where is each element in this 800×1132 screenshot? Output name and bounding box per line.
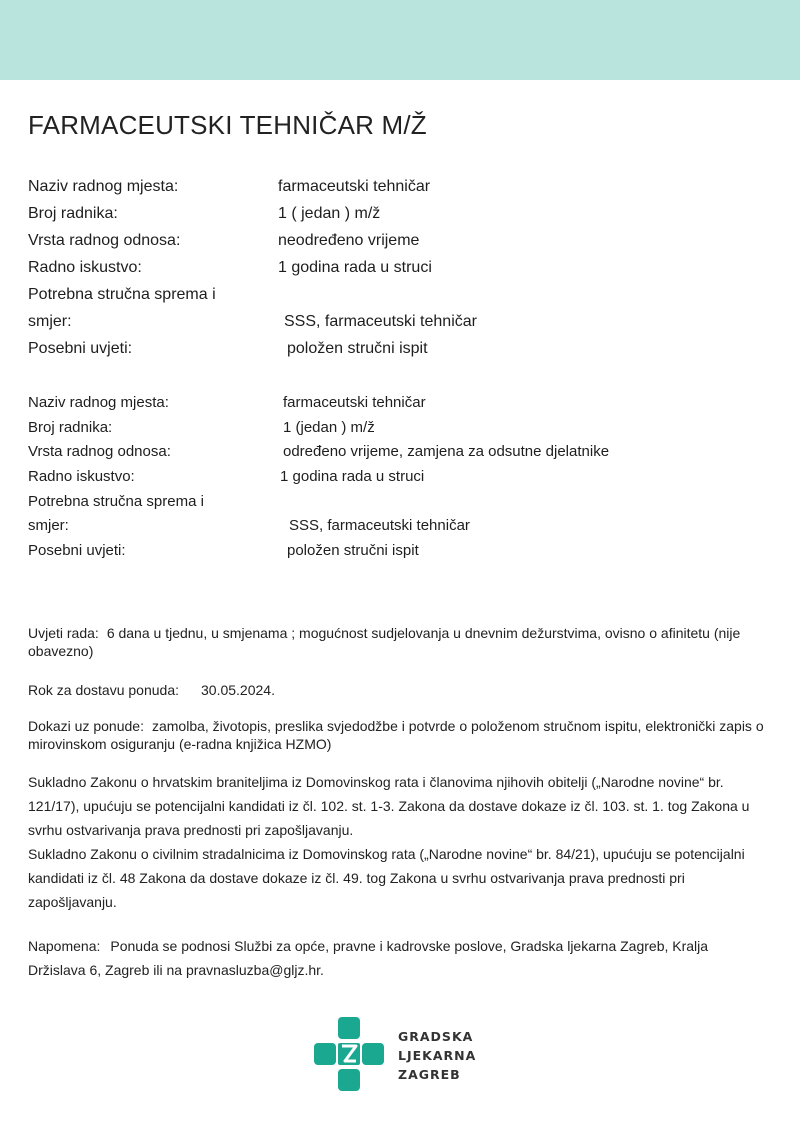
gradska-ljekarna-logo <box>314 1017 484 1091</box>
legal-paragraph-civilians: Sukladno Zakonu o civilnim stradalnicima iz Domovinskog rata („Narodne novine“ br. 84/21), upućuju se potencijalni kandidati iz čl. 48 Zakona da dostave dokaze iz čl. 49. tog Zakona u svrhu ostvarivanja prava prednosti pri zapošljavanju. <box>28 846 745 910</box>
employment-type-label: Vrsta radnog odnosa: <box>28 443 171 461</box>
job-title-row <box>28 393 426 418</box>
job-title-value: farmaceutski tehničar <box>278 178 431 195</box>
education-label-row <box>28 284 216 311</box>
header-band <box>0 0 800 80</box>
work-conditions-label: Uvjeti rada: <box>28 625 99 641</box>
worker-count-label: Broj radnika: <box>28 205 118 222</box>
education-label: Potrebna stručna sprema i <box>28 286 216 303</box>
logo-line-1: GRADSKA <box>398 1029 474 1044</box>
experience-label: Radno iskustvo: <box>28 468 135 486</box>
deadline-label: Rok za dostavu ponuda: <box>28 682 179 698</box>
employment-type-row <box>28 442 610 467</box>
employment-type-label: Vrsta radnog odnosa: <box>28 232 181 249</box>
job-listing-1 <box>28 176 477 365</box>
deadline <box>28 681 768 699</box>
education-label-cont: smjer: <box>28 517 69 535</box>
note-label: Napomena: <box>28 938 101 954</box>
special-conditions-value: položen stručni ispit <box>287 340 428 357</box>
worker-count-row <box>28 203 381 230</box>
job-listing-2 <box>28 393 610 566</box>
worker-count-label: Broj radnika: <box>28 418 113 436</box>
education-label-cont: smjer: <box>28 313 72 330</box>
deadline-date: 30.05.2024. <box>201 682 275 698</box>
documents-label: Dokazi uz ponude: <box>28 718 144 734</box>
education-value: SSS, farmaceutski tehničar <box>289 517 470 535</box>
note <box>28 934 768 982</box>
employment-type-row <box>28 230 420 257</box>
legal-notice <box>28 770 768 914</box>
note-text: Ponuda se podnosi Službi za opće, pravne i kadrovske poslove, Gradska ljekarna Zagreb, Kralja Držislava 6, Zagreb ili na pravnasluzba@gljz.hr. <box>28 938 709 978</box>
documents-text: zamolba, životopis, preslika svjedodžbe i potvrde o položenom stručnom ispitu, elektronički zapis o mirovinskom osiguranju (e-radna knjižica HZMO) <box>28 718 764 752</box>
education-row <box>28 516 470 541</box>
job-title-value: farmaceutski tehničar <box>283 394 426 411</box>
education-label: Potrebna stručna sprema i <box>28 492 204 510</box>
experience-label: Radno iskustvo: <box>28 259 142 276</box>
education-label-row <box>28 492 204 517</box>
worker-count-value: 1 ( jedan ) m/ž <box>278 205 381 222</box>
worker-count-value: 1 (jedan ) m/ž <box>283 418 375 436</box>
work-conditions-text: 6 dana u tjednu, u smjenama ; mogućnost sudjelovanja u dnevnim dežurstvima, ovisno o afinitetu (nije obavezno) <box>28 625 741 659</box>
legal-paragraph-veterans: Sukladno Zakonu o hrvatskim braniteljima iz Domovinskog rata i članovima njihovih obitelji („Narodne novine“ br. 121/17), upućuju se potencijalni kandidati iz čl. 102. st. 1-3. Zakona da dostave dokaze iz čl. 103. st. 1. tog Zakona u svrhu ostvarivanja prava prednosti pri zapošljavanju. <box>28 774 750 838</box>
experience-value: 1 godina rada u struci <box>280 468 425 486</box>
page-title: FARMACEUTSKI TEHNIČAR M/Ž <box>28 110 427 140</box>
education-value: SSS, farmaceutski tehničar <box>284 313 477 330</box>
special-conditions-value: položen stručni ispit <box>287 542 419 560</box>
worker-count-row <box>28 418 375 443</box>
special-conditions-row <box>28 338 428 365</box>
work-conditions <box>28 624 768 660</box>
experience-value: 1 godina rada u struci <box>278 259 432 276</box>
experience-row <box>28 467 425 492</box>
logo-line-3: ZAGREB <box>398 1067 461 1082</box>
job-title-row <box>28 176 431 203</box>
education-row <box>28 311 477 338</box>
special-conditions-label: Posebni uvjeti: <box>28 542 126 560</box>
employment-type-value: određeno vrijeme, zamjena za odsutne djelatnike <box>283 443 610 461</box>
documents <box>28 717 768 753</box>
pharmacy-cross-icon <box>314 1017 388 1091</box>
experience-row <box>28 257 432 284</box>
special-conditions-row <box>28 541 419 566</box>
job-title-label: Naziv radnog mjesta: <box>28 178 179 195</box>
logo-wordmark <box>398 1027 476 1084</box>
special-conditions-label: Posebni uvjeti: <box>28 340 133 357</box>
logo-line-2: LJEKARNA <box>398 1048 477 1063</box>
employment-type-value: neodređeno vrijeme <box>278 232 420 249</box>
job-title-label: Naziv radnog mjesta: <box>28 394 169 411</box>
